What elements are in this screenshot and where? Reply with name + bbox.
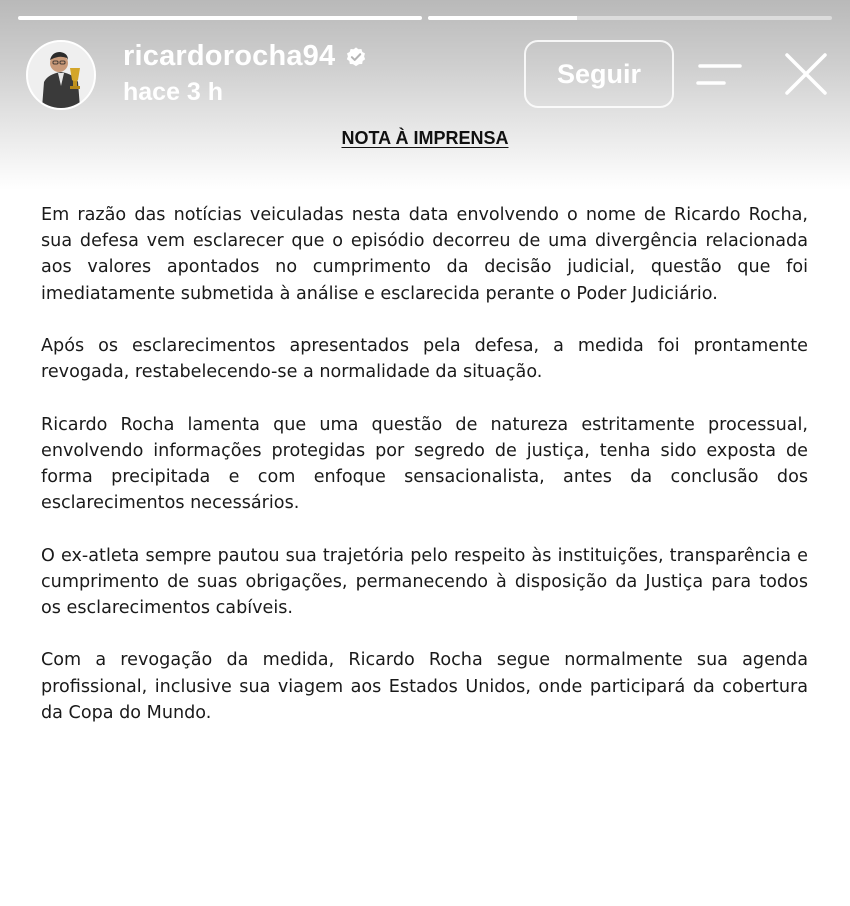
- document-paragraph: Em razão das notícias veiculadas nesta data envolvendo o nome de Ricardo Rocha, sua defesa vem esclarecer que o episódio decorreu de uma divergência relacionada aos valores apontados no cumprimento da decisão judicial, questão que foi imediatamente submetida à análise e esclarecida perante o Poder Judiciário.: [41, 205, 808, 304]
- close-icon[interactable]: [784, 52, 828, 96]
- story-progress-segment-1: [18, 16, 422, 20]
- avatar[interactable]: [26, 40, 96, 110]
- follow-button[interactable]: Seguir: [524, 40, 674, 108]
- menu-icon[interactable]: [696, 58, 742, 90]
- verified-badge-icon: [345, 46, 367, 68]
- document-title: [0, 128, 850, 149]
- story-progress-fill-1: [18, 16, 422, 20]
- post-time: hace 3 h: [123, 78, 224, 106]
- username-row: [123, 40, 367, 73]
- story-progress-segment-2: [428, 16, 832, 20]
- story-progress-fill-2: [428, 16, 577, 20]
- document-title-text: NOTA À IMPRENSA: [341, 128, 509, 148]
- document-body: [41, 202, 808, 752]
- document-paragraph: Com a revogação da medida, Ricardo Rocha segue normalmente sua agenda profissional, inclusive sua viagem aos Estados Unidos, onde participará da cobertura da Copa do Mundo.: [41, 650, 808, 723]
- username[interactable]: ricardorocha94: [123, 40, 336, 72]
- document-paragraph: O ex-atleta sempre pautou sua trajetória pelo respeito às instituições, transparência e cumprimento de suas obrigações, permanecendo à disposição da Justiça para todos os esclarecimentos cabíveis.: [41, 545, 808, 618]
- avatar-person-icon: [28, 42, 94, 108]
- document-paragraph: Após os esclarecimentos apresentados pela defesa, a medida foi prontamente revogada, restabelecendo-se a normalidade da situação.: [41, 336, 808, 383]
- document-paragraph: Ricardo Rocha lamenta que uma questão de natureza estritamente processual, envolvendo informações protegidas por segredo de justiça, tenha sido exposta de forma precipitada e com enfoque sensacionalista, antes da conclusão dos esclarecimentos necessários.: [41, 414, 808, 514]
